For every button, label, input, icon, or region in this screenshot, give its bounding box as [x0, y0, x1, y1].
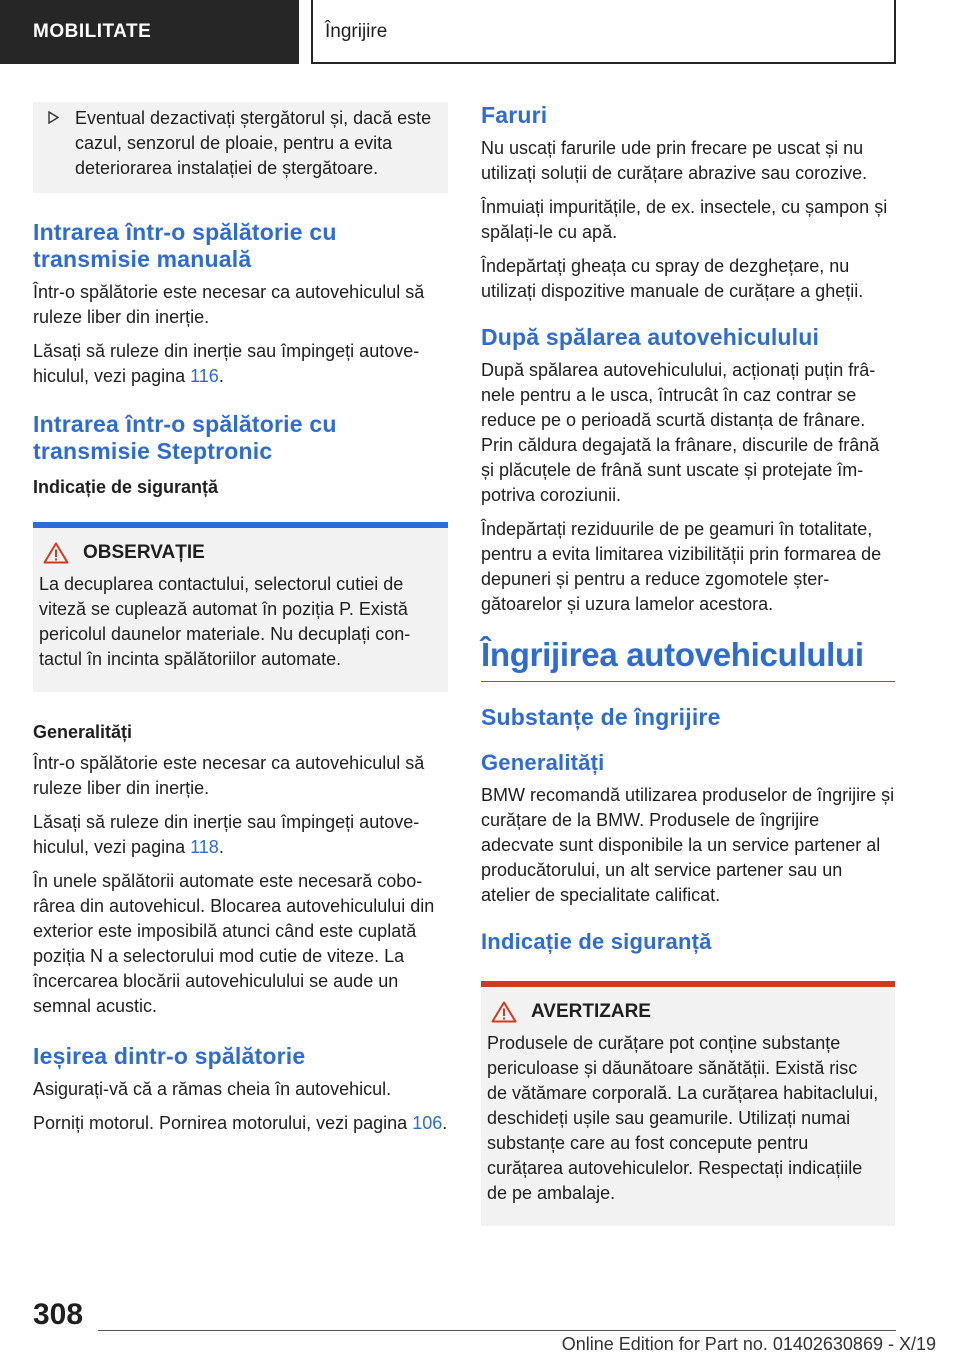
- lights-heading: Faruri: [481, 102, 548, 128]
- products-general-heading: Generalități: [481, 750, 605, 775]
- after-wash-paragraph-1: După spălarea autovehiculului, acționați puțin frânele pentru a le usca, întrucât în caz contrar se reduce pe o perioadă scurtă distanța de frânare. Prin căldura degajată la frânare, discurile de frână și plăcuțele de frână sunt uscate și protejate împotriva coroziunii.: [481, 360, 880, 505]
- notice-title-row: [39, 542, 432, 564]
- footer-edition: Online Edition for Part no. 01402630869 - X/19: [561, 1334, 936, 1354]
- warning-box: [481, 981, 895, 1226]
- exit-heading: Ieșirea dintr-o spălătorie: [33, 1043, 306, 1069]
- right-column: [481, 102, 895, 1226]
- page-number: 308: [33, 1298, 84, 1331]
- footer-divider: [98, 1330, 896, 1331]
- after-wash-paragraph-2: Îndepărtați reziduurile de pe geamuri în totalitate, pentru a evita limitarea vizibilității prin formarea de depuneri și pentru a reduce zgomotele ștergătoarelor și uzura lamelor acestora.: [481, 519, 882, 614]
- manual-paragraph-1: Într-o spălătorie este necesar ca autovehiculul să ruleze liber din inerție.: [33, 282, 425, 327]
- warning-title: AVERTIZARE: [531, 1001, 651, 1022]
- general-paragraph-3: În unele spălătorii automate este necesară coborârea din autovehicul. Blocarea autovehiculului din exterior este imposibilă atunci când este cuplată poziția N a selectorului mod cutie de viteze. La încercarea blocării autovehiculului se aude un semnal acustic.: [33, 871, 435, 1016]
- warning-title-row: [487, 1001, 879, 1023]
- exit-paragraph-1: Asigurați-vă că a rămas cheia în autovehicul.: [33, 1079, 392, 1099]
- products-paragraph-1: BMW recomandă utilizarea produselor de îngrijire și curățare de la BMW. Produsele de îngrijire adecvate sunt disponibile la un service partener al producătorului, un alt service partener sau un atelier de specialitate calificat.: [481, 785, 895, 905]
- section-tab: MOBILITATE: [0, 0, 299, 64]
- page-link-118[interactable]: 118: [190, 837, 219, 857]
- manual-paragraph-2: Lăsați să ruleze din inerție sau împingeți autovehiculul, vezi pagina 116.: [33, 341, 420, 386]
- manual-heading: Intrarea într-o spălătorie cu transmisie manuală: [33, 219, 337, 272]
- page-header: [0, 0, 960, 66]
- warning-text: Produsele de curățare pot conține substanțe periculoase și dăunătoare sănătății. Există risc de vătămare corporală. La curățarea habitaclului, deschideți ușile sau geamurile. Utilizați numai substanțe care au fost concepute pentru curățarea autovehiculelor. Respectați indicațiile de pe ambalaje.: [487, 1033, 879, 1203]
- page-link-116[interactable]: 116: [190, 366, 219, 386]
- left-column: [33, 102, 448, 1145]
- notice-box: [33, 522, 448, 692]
- notice-title: OBSERVAȚIE: [83, 542, 205, 563]
- triangle-right-outline-icon: [47, 106, 75, 181]
- exit-paragraph-2: Porniți motorul. Pornirea motorului, vezi pagina 106.: [33, 1113, 448, 1133]
- step-box: [33, 102, 448, 193]
- notice-text: La decuplarea contactului, selectorul cutiei de viteză se cuplează automat în poziția P. Există pericolul daunelor materiale. Nu decuplați contactul în incinta spălătoriilor automate.: [39, 574, 411, 669]
- steptronic-heading: Intrarea într-o spălătorie cu transmisie Steptronic: [33, 411, 337, 464]
- step-text: Eventual dezactivați ștergătorul și, dacă este cazul, senzorul de ploaie, pentru a evita deteriorarea instalației de ștergătoare.: [75, 108, 432, 178]
- products-heading: Substanțe de îngrijire: [481, 704, 721, 730]
- page-link-106[interactable]: 106: [412, 1113, 443, 1133]
- general-heading: Generalități: [33, 722, 133, 742]
- general-paragraph-2: Lăsați să ruleze din inerție sau împingeți autovehiculul, vezi pagina 118.: [33, 812, 420, 857]
- chapter-tab: Îngrijire: [311, 0, 896, 64]
- warning-triangle-icon: [491, 1001, 517, 1023]
- lights-paragraph-1: Nu uscați farurile ude prin frecare pe uscat și nu utilizați soluții de curățare abrazive sau corozive.: [481, 138, 868, 183]
- after-wash-heading: După spălarea autovehiculului: [481, 324, 820, 350]
- lights-paragraph-3: Îndepărtați gheața cu spray de dezghețare, nu utilizați dispozitive manuale de curățare a gheții.: [481, 256, 864, 301]
- warning-triangle-icon: [43, 542, 69, 564]
- lights-paragraph-2: Înmuiați impuritățile, de ex. insectele, cu șampon și spălați-le cu apă.: [481, 197, 888, 242]
- products-safety-heading: Indicație de siguranță: [481, 929, 712, 954]
- safety-heading: Indicație de siguranță: [33, 477, 219, 497]
- general-paragraph-1: Într-o spălătorie este necesar ca autovehiculul să ruleze liber din inerție.: [33, 753, 425, 798]
- care-title: Îngrijirea autovehiculului: [481, 635, 895, 682]
